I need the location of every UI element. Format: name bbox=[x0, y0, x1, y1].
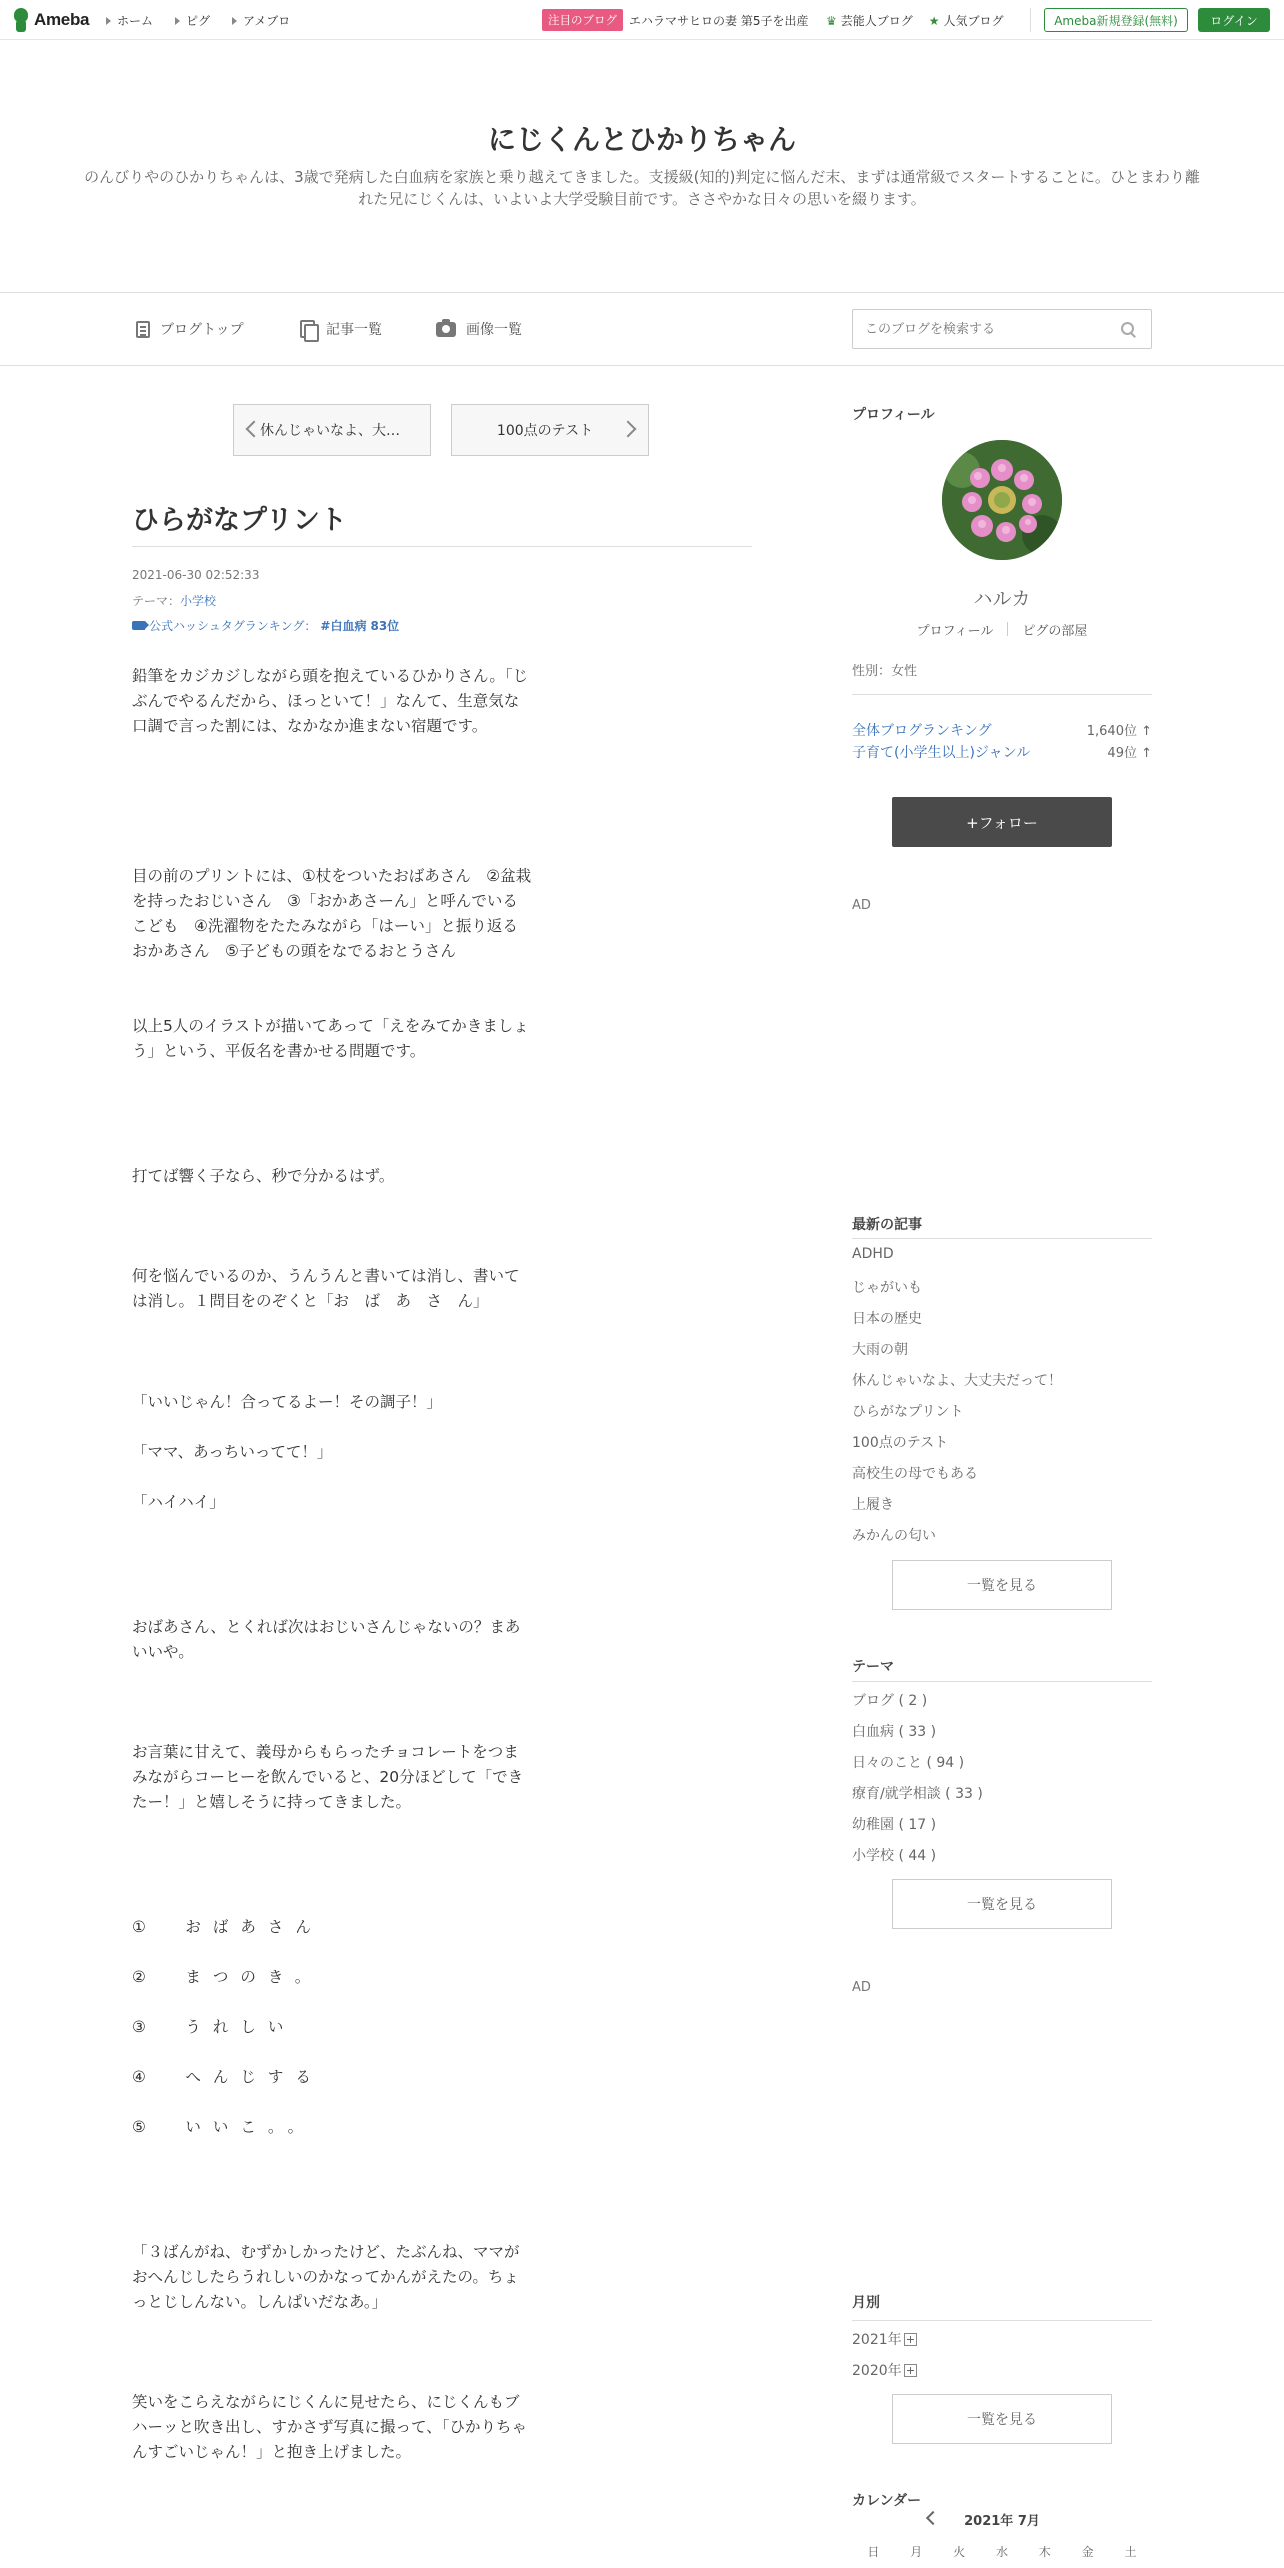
article-title[interactable]: ひらがなプリント bbox=[132, 505, 347, 536]
profile-link[interactable]: プロフィール bbox=[916, 624, 994, 639]
weekday-label: 土 bbox=[1124, 2545, 1137, 2559]
recent-entry-link[interactable]: 高校生の母でもある bbox=[852, 1466, 978, 1482]
nav-pigg-link[interactable]: ピグ bbox=[175, 12, 210, 29]
next-entry-button[interactable]: 100点のテスト bbox=[451, 404, 649, 456]
theme-heading: テーマ bbox=[852, 1659, 894, 1675]
hashtag-ranking[interactable]: 公式ハッシュタグランキング： #白血病 83位 bbox=[132, 617, 399, 634]
document-icon bbox=[136, 321, 150, 338]
monthly-heading: 月別 bbox=[852, 2295, 880, 2311]
profile-heading: プロフィール bbox=[852, 407, 935, 423]
recent-more-button[interactable]: 一覧を見る bbox=[892, 1560, 1112, 1610]
blog-sub-nav bbox=[0, 292, 1284, 366]
pickup-badge: 注目のブログ bbox=[542, 9, 623, 31]
recent-entry-link[interactable]: ひらがなプリント bbox=[852, 1404, 964, 1420]
hydrangea-photo bbox=[942, 440, 1062, 560]
divider bbox=[852, 694, 1152, 695]
theme-link[interactable]: ブログ ( 2 ) bbox=[852, 1693, 928, 1709]
theme-link[interactable]: 白血病 ( 33 ) bbox=[852, 1724, 937, 1740]
month-2021-toggle[interactable]: 2021年 bbox=[852, 2329, 917, 2349]
pickup-blog-link[interactable] bbox=[542, 9, 808, 31]
theme-more-button[interactable]: 一覧を見る bbox=[892, 1879, 1112, 1929]
weekday-label: 水 bbox=[995, 2545, 1008, 2559]
article-date: 2021-06-30 02:52:33 bbox=[132, 568, 260, 582]
divider bbox=[1007, 622, 1008, 636]
article-paragraph: 「ママ、あっちいってて！」 bbox=[132, 1443, 333, 1461]
profile-links bbox=[852, 620, 1152, 639]
search-icon[interactable] bbox=[1121, 322, 1135, 336]
arrow-right-icon bbox=[175, 17, 180, 25]
blog-search-box bbox=[852, 309, 1152, 349]
blog-top-link[interactable]: ブログトップ bbox=[136, 319, 244, 339]
weekday-label: 火 bbox=[953, 2545, 966, 2559]
blog-search-input[interactable] bbox=[853, 310, 1103, 348]
answer-line: ⑤ いいこ。。 bbox=[132, 2118, 316, 2136]
logo-text: Ameba bbox=[34, 10, 90, 29]
divider bbox=[132, 546, 752, 547]
crown-icon: ♛ bbox=[826, 13, 837, 28]
answer-line: ① おばあさん bbox=[132, 1918, 323, 1936]
top-right-links bbox=[826, 12, 1004, 29]
article-paragraph: 「いいじゃん！合ってるよー！その調子！」 bbox=[132, 1393, 443, 1411]
arrow-right-icon bbox=[232, 17, 237, 25]
follow-button[interactable]: +フォロー bbox=[892, 797, 1112, 847]
article-paragraph: 「ハイハイ」 bbox=[132, 1493, 225, 1511]
pickup-text: エハラマサヒロの妻 第5子を出産 bbox=[629, 13, 809, 28]
tag-icon bbox=[132, 621, 145, 630]
divider bbox=[852, 1681, 1152, 1682]
recent-entry-link[interactable]: じゃがいも bbox=[852, 1280, 922, 1296]
article-paragraph: お言葉に甘えて、義母からもらったチョコレートをつまみながらコーヒーを飲んでいると、20分ほどして「できたー！」と嬉しそうに持ってきました。 bbox=[132, 1743, 524, 1811]
pigg-room-link[interactable]: ピグの部屋 bbox=[1022, 624, 1088, 639]
calendar-heading: カレンダー bbox=[852, 2493, 922, 2509]
article-paragraph: 「３ばんがね、むずかしかったけど、たぶんね、ママがおへんじしたらうれしいのかなってかんがえたの。ちょっとじしんない。しんぱいだなあ。」 bbox=[132, 2243, 520, 2311]
avatar[interactable] bbox=[942, 440, 1062, 560]
month-2020-toggle[interactable]: 2020年 bbox=[852, 2360, 917, 2380]
image-list-link[interactable]: 画像一覧 bbox=[436, 319, 522, 339]
article-paragraph: おばあさん、とくれば次はおじいさんじゃないの？まあいいや。 bbox=[132, 1618, 521, 1661]
recent-entry-link[interactable]: みかんの匂い bbox=[852, 1528, 936, 1544]
ad-label: AD bbox=[852, 1980, 871, 1995]
login-button[interactable]: ログイン bbox=[1198, 8, 1270, 32]
article-paragraph: 笑いをこらえながらにじくんに見せたら、にじくんもブハーッと吹き出し、すかさず写真に撮って、「ひかりちゃんすごいじゃん！」と抱き上げました。 bbox=[132, 2393, 527, 2461]
prev-entry-button[interactable]: 休んじゃいなよ、大… bbox=[233, 404, 431, 456]
nav-ameblo-link[interactable]: アメブロ bbox=[232, 12, 290, 29]
recent-entry-link[interactable]: 日本の歴史 bbox=[852, 1311, 922, 1327]
expand-icon bbox=[904, 2364, 917, 2377]
weekday-label: 日 bbox=[867, 2545, 880, 2559]
recent-entry-link[interactable]: 大雨の朝 bbox=[852, 1342, 908, 1358]
recent-entry-link[interactable]: 上履き bbox=[852, 1497, 894, 1513]
theme-link[interactable]: 幼稚園 ( 17 ) bbox=[852, 1817, 937, 1833]
recent-heading: 最新の記事 bbox=[852, 1217, 922, 1233]
article-paragraph: 鉛筆をカジカジしながら頭を抱えているひかりさん。「じぶんでやるんだから、ほっといて！」なんて、生意気な口調で言った割には、なかなか進まない宿題です。 bbox=[132, 667, 529, 735]
article-paragraph: 打てば響く子なら、秒で分かるはず。 bbox=[132, 1167, 395, 1185]
star-icon: ★ bbox=[928, 13, 940, 28]
article-paragraph: 以上5人のイラストが描いてあって「えをみてかきましょう」という、平仮名を書かせる問題です。 bbox=[132, 1017, 529, 1060]
answer-line: ④ へんじする bbox=[132, 2068, 323, 2086]
register-button[interactable]: Ameba新規登録(無料) bbox=[1044, 8, 1188, 32]
ranking-genre[interactable]: 子育て(小学生以上)ジャンル 49位 ↑ bbox=[852, 745, 1152, 761]
calendar-weekdays bbox=[852, 2543, 1152, 2560]
recent-entry-link[interactable]: 休んじゃいなよ、大丈夫だって！ bbox=[852, 1373, 1062, 1389]
article-paragraph: 何を悩んでいるのか、うんうんと書いては消し、書いては消し。１問目をのぞくと「お ば あ さ ん」 bbox=[132, 1267, 520, 1310]
theme-link[interactable]: 小学校 ( 44 ) bbox=[852, 1848, 937, 1864]
chevron-right-icon bbox=[620, 421, 637, 438]
ad-label: AD bbox=[852, 898, 871, 913]
article-theme: テーマ：小学校 bbox=[132, 594, 217, 608]
answer-line: ③ うれしい bbox=[132, 2018, 296, 2036]
calendar-header bbox=[852, 2510, 1152, 2529]
arrow-right-icon bbox=[106, 17, 111, 25]
documents-icon bbox=[300, 320, 316, 338]
ameba-logo-icon bbox=[12, 8, 30, 32]
weekday-label: 月 bbox=[910, 2545, 923, 2559]
weekday-label: 木 bbox=[1038, 2545, 1051, 2559]
profile-name[interactable]: ハルカ bbox=[973, 588, 1031, 610]
chevron-left-icon[interactable] bbox=[926, 2511, 940, 2525]
top-nav-bar bbox=[0, 0, 1284, 40]
camera-icon bbox=[436, 322, 456, 337]
divider bbox=[852, 1238, 1152, 1239]
top-nav-links bbox=[106, 12, 290, 29]
theme-link[interactable]: 小学校 bbox=[180, 594, 217, 608]
popular-blog-link[interactable]: ★ 人気ブログ bbox=[928, 13, 1004, 28]
calendar-month: 2021年 7月 bbox=[964, 2514, 1040, 2529]
divider bbox=[1030, 8, 1031, 32]
hashtag-rank: 83位 bbox=[370, 619, 400, 633]
ameba-logo[interactable] bbox=[12, 8, 89, 32]
celebrity-blog-link[interactable]: ♛ 芸能人ブログ bbox=[826, 13, 913, 28]
blog-title[interactable]: にじくんとひかりちゃん bbox=[487, 123, 796, 156]
ranking-overall[interactable]: 全体ブログランキング 1,640位 ↑ bbox=[852, 723, 1152, 739]
recent-entry-link[interactable]: ADHD bbox=[852, 1246, 894, 1262]
blog-description: のんびりやのひかりちゃんは、3歳で発病した白血病を家族と乗り越えてきました。支援級(知的)判定に悩んだ末、まずは通常級でスタートすることに。ひとまわり離れた兄にじくんは、いよいよ大学受験目前です。ささやかな日々の思いを綴ります。 bbox=[84, 168, 1200, 208]
nav-home-link[interactable]: ホーム bbox=[106, 12, 153, 29]
theme-link[interactable]: 療育/就学相談 ( 33 ) bbox=[852, 1786, 983, 1802]
answer-line: ② まつのき。 bbox=[132, 1968, 323, 1986]
entry-list-link[interactable]: 記事一覧 bbox=[300, 319, 382, 339]
hashtag: #白血病 bbox=[320, 619, 367, 633]
weekday-label: 金 bbox=[1081, 2545, 1094, 2559]
monthly-more-button[interactable]: 一覧を見る bbox=[892, 2394, 1112, 2444]
divider bbox=[852, 2320, 1152, 2321]
expand-icon bbox=[904, 2333, 917, 2346]
recent-entry-link[interactable]: 100点のテスト bbox=[852, 1435, 949, 1451]
article-paragraph: 目の前のプリントには、①杖をついたおばあさん ②盆栽を持ったおじいさん ③「おかあさーん」と呼んでいるこども ④洗濯物をたたみながら「はーい」と振り返るおかあさん ⑤子どもの頭をなでるおとうさん bbox=[132, 867, 532, 960]
theme-link[interactable]: 日々のこと ( 94 ) bbox=[852, 1755, 965, 1771]
profile-sex: 性別：女性 bbox=[852, 664, 918, 679]
